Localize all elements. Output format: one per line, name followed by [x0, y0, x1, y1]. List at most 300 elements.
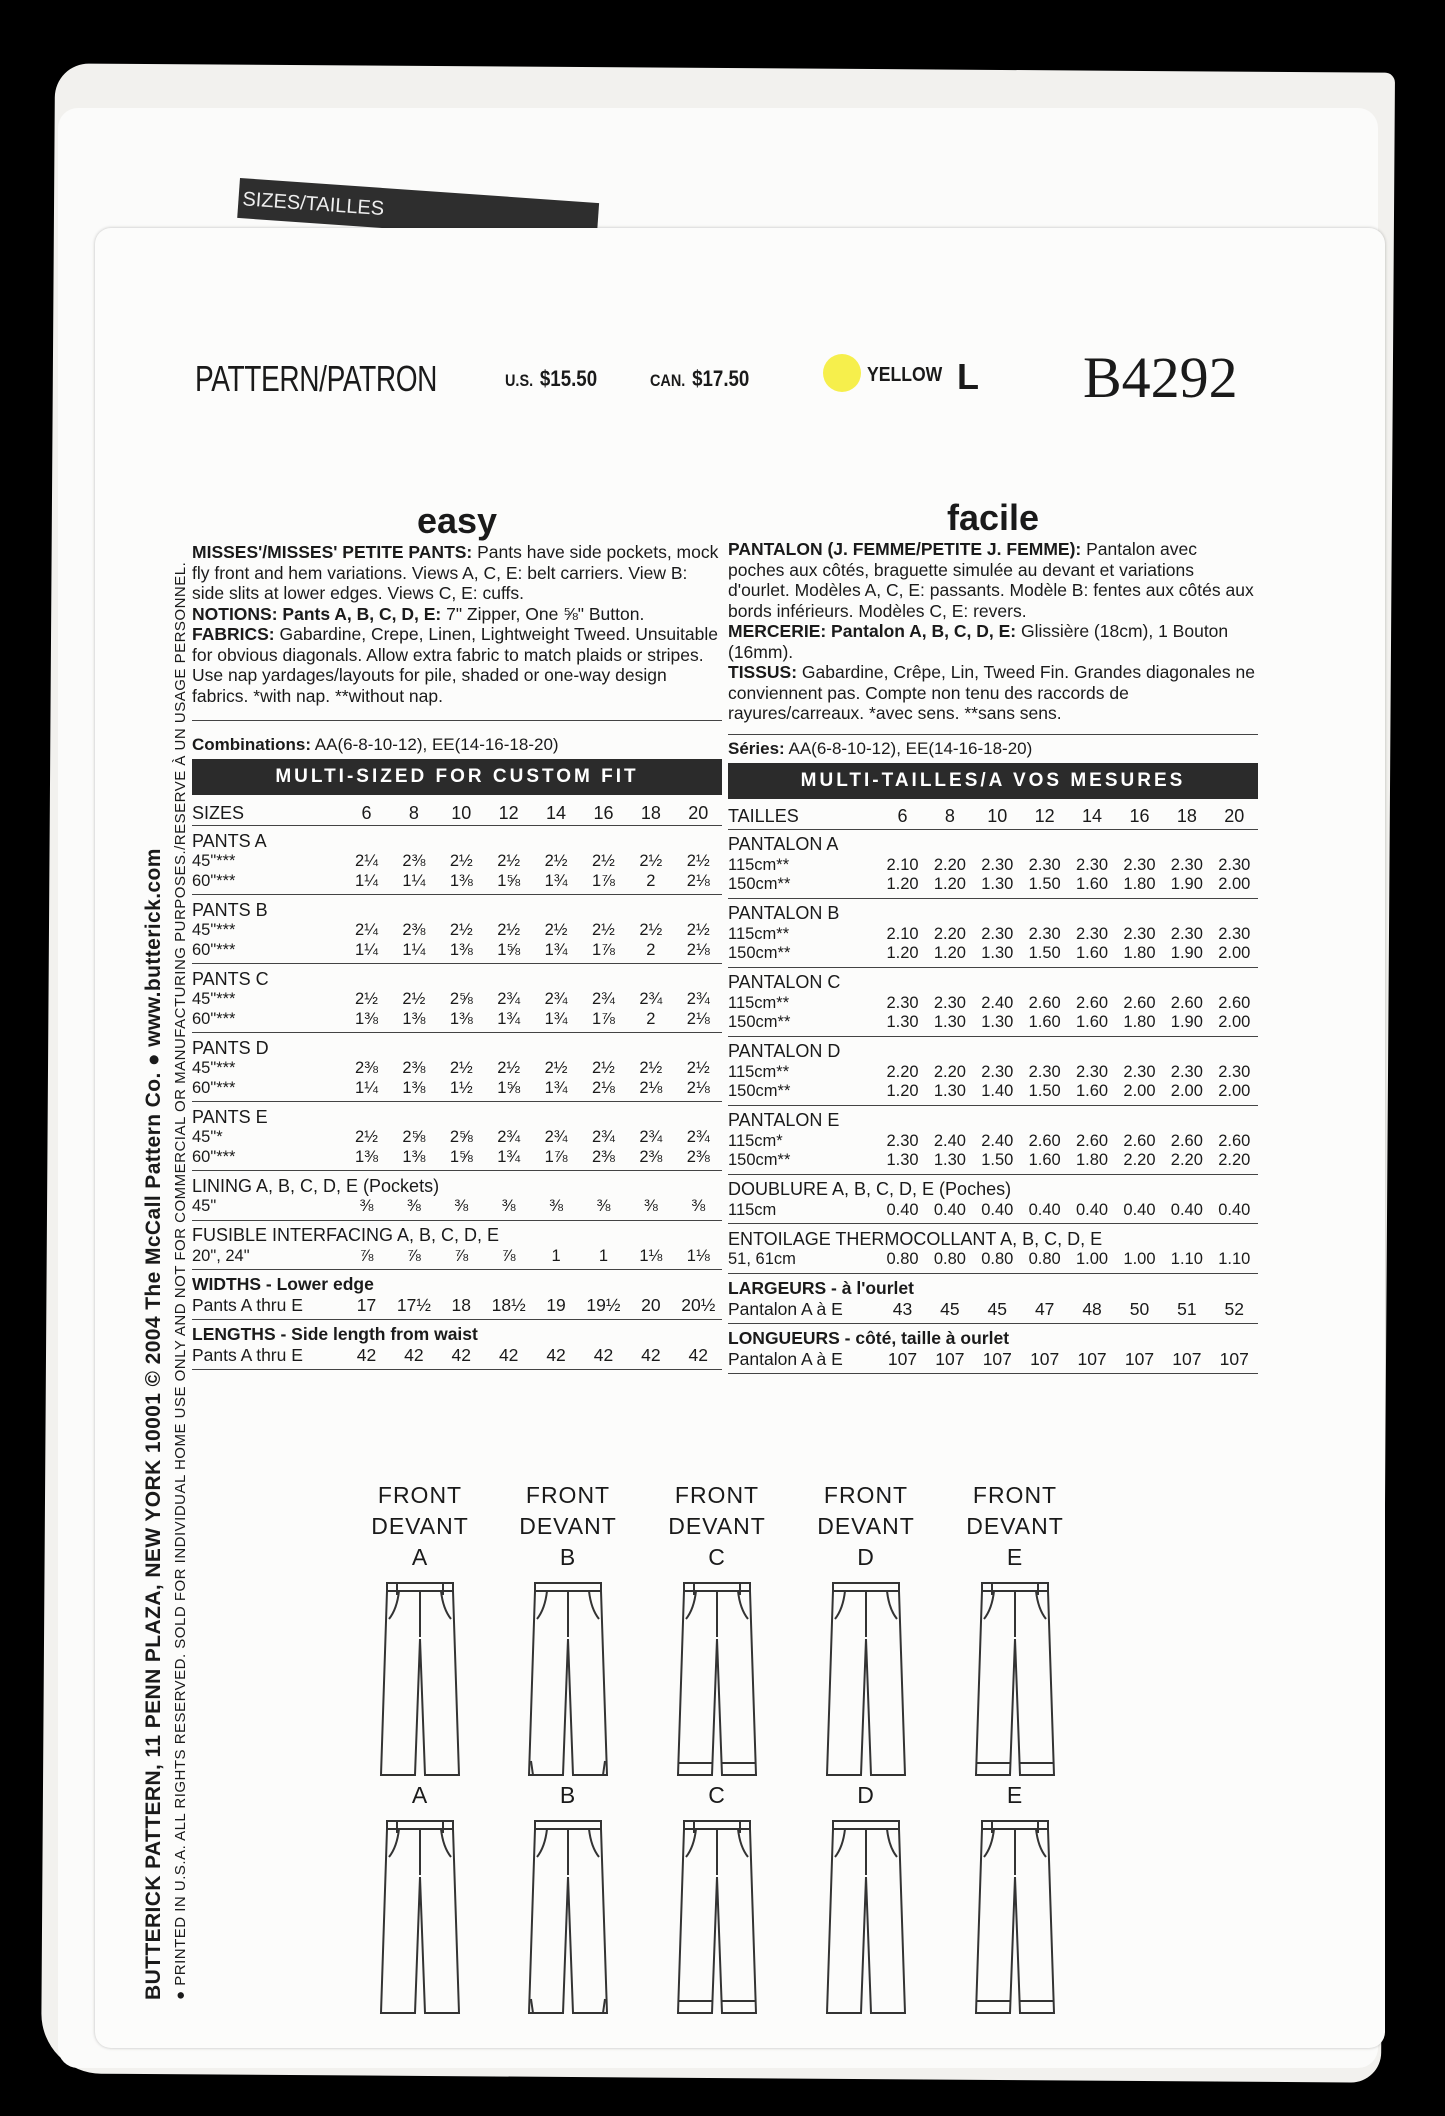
table-row [728, 1151, 1258, 1174]
width-label: 115cm** [728, 924, 790, 943]
us-label: U.S. [505, 371, 534, 390]
combinations [728, 739, 1258, 759]
yardage-value: 2.60 [1076, 993, 1109, 1012]
yardage-value: 1⅝ [485, 941, 532, 964]
yardage-value: 1⅝ [485, 1079, 532, 1102]
width-label: 60"*** [192, 1010, 343, 1033]
view-letter: A [411, 1782, 429, 1808]
size-column-header: 8 [390, 795, 437, 826]
yardage-value: 1.20 [879, 875, 926, 898]
publisher-address: BUTTERICK PATTERN, 11 PENN PLAZA, NEW YORK 10001 © 2004 The McCall Pattern Co. ● www.butterick.com [142, 848, 165, 2000]
size-column-header: 20 [1211, 799, 1258, 830]
devant-label: DEVANT [668, 1513, 766, 1539]
table-row [728, 1132, 1258, 1152]
size-column-header: 18 [627, 795, 674, 826]
yardage-value: 2½ [497, 921, 521, 940]
yardage-value: 0.40 [1116, 1201, 1163, 1224]
yardage-value: 2⅜ [355, 1059, 378, 1078]
section-title-row [192, 964, 722, 991]
yardage-value: 2.00 [1211, 944, 1258, 967]
yardage-value: 2.20 [1163, 1151, 1210, 1174]
yardage-value: 2½ [355, 1128, 378, 1147]
yardage-value: 2.30 [1123, 1062, 1156, 1081]
table-row [728, 1201, 1258, 1224]
notions-title: NOTIONS: Pants A, B, C, D, E: [192, 603, 442, 624]
view-letter: C [708, 1544, 726, 1570]
yardage-value: 1 [532, 1247, 579, 1270]
measure-title-row [192, 1320, 722, 1346]
section-title: PANTALON A [728, 834, 839, 854]
view-letter: A [411, 1544, 429, 1570]
yardage-value: 1¾ [532, 1010, 579, 1033]
yardage-value: 2⅛ [675, 872, 722, 895]
measure-value: 18 [438, 1295, 485, 1320]
yardage-value: 2.10 [886, 855, 919, 874]
yardage-value: 2 [627, 1010, 674, 1033]
yardage-value: 2⅜ [580, 1148, 627, 1171]
section-title: FUSIBLE INTERFACING A, B, C, D, E [192, 1225, 500, 1245]
section-title: PANTS B [192, 899, 268, 920]
size-header-row [192, 795, 722, 826]
yardage-value: 2½ [686, 1059, 710, 1078]
yardage-value: 2⅜ [627, 1148, 674, 1171]
width-label: 60"*** [192, 1148, 343, 1171]
garment-title: PANTALON (J. FEMME/PETITE J. FEMME): [728, 539, 1082, 559]
yardage-value: 2⅛ [675, 941, 722, 964]
yardage-value: ⅜ [485, 1197, 532, 1220]
section-title-row [728, 1036, 1258, 1063]
yardage-value: 1.30 [879, 1151, 926, 1174]
combinations-value: AA(6-8-10-12), EE(14-16-18-20) [784, 738, 1033, 758]
yardage-value: 1⅞ [580, 1010, 627, 1033]
english-heading: easy [416, 500, 498, 541]
yardage-value: 2¾ [591, 990, 615, 1009]
section-title: PANTS E [192, 1106, 268, 1127]
yardage-value: 2½ [591, 852, 615, 871]
width-label: 51, 61cm [728, 1250, 879, 1273]
measure-value: 52 [1211, 1299, 1258, 1324]
section-title-row [192, 1102, 722, 1129]
yardage-value: 1¾ [532, 872, 579, 895]
yardage-value: 2.30 [981, 924, 1014, 943]
yardage-value: 1.20 [879, 944, 926, 967]
table-row [728, 925, 1258, 945]
front-view-e [965, 1480, 1065, 1779]
yardage-value: 1.30 [926, 1151, 973, 1174]
width-label: 115cm** [728, 855, 790, 874]
yardage-value: 2⅜ [402, 1059, 426, 1078]
table-row [192, 1128, 722, 1148]
yardage-value: 2.60 [1170, 993, 1203, 1012]
yardage-value: 1.60 [1068, 1082, 1115, 1105]
measure-value: 107 [926, 1349, 973, 1374]
yardage-value: 1⅜ [343, 1148, 390, 1171]
section-title: PANTS D [192, 1037, 269, 1058]
table-row [192, 990, 722, 1010]
measure-row [192, 1345, 722, 1370]
yardage-value: 2.30 [886, 1131, 919, 1150]
yardage-value: 2½ [591, 921, 615, 940]
yardage-value: 1⅛ [627, 1247, 674, 1270]
section-title: DOUBLURE A, B, C, D, E (Poches) [728, 1179, 1012, 1199]
size-header-row [728, 799, 1258, 830]
front-label: FRONT [377, 1482, 463, 1508]
width-label: 60"*** [192, 1079, 343, 1102]
us-price-value: $15.50 [539, 366, 598, 391]
yardage-value: 2.20 [933, 924, 966, 943]
front-view-b [518, 1480, 618, 1779]
yardage-value: 1.60 [1068, 1013, 1115, 1036]
yardage-value: ⅜ [627, 1197, 674, 1220]
width-label: 115cm** [728, 1062, 790, 1081]
measure-value: 42 [580, 1345, 627, 1370]
yardage-value: 2¾ [544, 990, 568, 1009]
section-title-row [728, 1224, 1258, 1251]
yardage-value: 2.00 [1211, 875, 1258, 898]
yardage-value: 2.00 [1116, 1082, 1163, 1105]
table-row [728, 944, 1258, 967]
size-column-header: 8 [926, 799, 973, 830]
yardage-value: 2¾ [497, 1128, 521, 1147]
yardage-value: 2.60 [1170, 1131, 1203, 1150]
notions-text: 7" Zipper, One ⅝" Button. [441, 603, 645, 624]
yardage-value: 1.60 [1068, 944, 1115, 967]
yardage-value: 2.30 [1076, 1062, 1109, 1081]
yardage-value: 2.30 [933, 993, 966, 1012]
section-title: LINING A, B, C, D, E (Pockets) [192, 1175, 440, 1196]
yardage-value: 1¾ [532, 1079, 579, 1102]
width-label: 115cm [728, 1201, 879, 1224]
measure-value: 42 [438, 1345, 485, 1370]
size-column-header: 16 [1116, 799, 1163, 830]
size-column-header: 16 [580, 795, 627, 826]
yardage-value: 2.30 [1218, 855, 1251, 874]
view-letter: E [1006, 1782, 1024, 1808]
measure-value: 107 [974, 1349, 1021, 1374]
yardage-value: 2.00 [1211, 1082, 1258, 1105]
measure-value: 107 [1211, 1349, 1258, 1374]
yardage-value: ⅜ [675, 1197, 722, 1220]
envelope-header [195, 345, 1265, 410]
notions-text: Glissière (18cm), 1 Bouton (16mm). [728, 621, 1229, 662]
yardage-table [192, 795, 722, 1370]
measure-value: 19½ [580, 1295, 627, 1320]
devant-label: DEVANT [519, 1513, 617, 1539]
yardage-value: 2⅝ [449, 1128, 473, 1147]
yardage-value: 2.30 [886, 993, 919, 1012]
yardage-value: 2.30 [1123, 855, 1156, 874]
yardage-value: 2.40 [933, 1131, 966, 1150]
front-label: FRONT [674, 1482, 760, 1508]
yardage-value: ⅞ [438, 1247, 485, 1270]
can-price-value: $17.50 [692, 366, 750, 391]
english-column [192, 500, 722, 1370]
yardage-value: 1.90 [1163, 875, 1210, 898]
yardage-value: 2.30 [1123, 924, 1156, 943]
width-label: 20", 24" [192, 1247, 343, 1270]
width-label: 115cm** [728, 993, 790, 1012]
measure-value: 42 [390, 1345, 437, 1370]
combinations [192, 735, 722, 755]
section-title: PANTALON B [728, 903, 840, 923]
table-row [192, 921, 722, 941]
yardage-value: 1⅝ [485, 872, 532, 895]
yardage-value: 1.50 [1021, 944, 1068, 967]
sizes-tab-label: SIZES/TAILLES [241, 188, 385, 221]
size-column-header: 6 [343, 795, 390, 826]
yardage-value: 2½ [449, 921, 473, 940]
combinations-value: AA(6-8-10-12), EE(14-16-18-20) [311, 735, 559, 754]
yardage-value: 1¾ [485, 1010, 532, 1033]
pants-drawing-icon [970, 1817, 1060, 2017]
measure-title: LARGEURS - à l'ourlet [728, 1277, 914, 1298]
yardage-value: 1½ [438, 1079, 485, 1102]
yardage-value: ⅞ [343, 1247, 390, 1270]
measure-value: 42 [675, 1345, 722, 1370]
yardage-value: 2¾ [544, 1128, 568, 1147]
yardage-value: 1⅜ [438, 941, 485, 964]
yardage-value: 2.30 [1218, 924, 1251, 943]
width-label: 150cm** [728, 1013, 879, 1036]
yardage-value: 2½ [544, 852, 568, 871]
yardage-value: 2.30 [1170, 1062, 1203, 1081]
section-title-row [728, 1174, 1258, 1201]
yardage-value: 0.40 [879, 1201, 926, 1224]
table-row [728, 856, 1258, 876]
section-title-row [192, 826, 722, 853]
size-column-header: 18 [1163, 799, 1210, 830]
measure-value: 48 [1068, 1299, 1115, 1324]
yardage-value: 1.80 [1116, 1013, 1163, 1036]
measure-label: Pantalon A à E [728, 1349, 879, 1374]
yardage-value: 1.30 [974, 1013, 1021, 1036]
garment-text: Pantalon avec poches aux côtés, braguette simulée au devant et variations d'ourlet. Modèles A, C, E: passants. Modèle B: fentes aux côtés aux bords inférieurs. Modèles C, E: revers. [728, 539, 1254, 621]
measure-value: 20½ [675, 1295, 722, 1320]
yardage-value: 2⅝ [449, 990, 473, 1009]
width-label: 45" [192, 1197, 343, 1220]
yardage-value: 2.30 [1028, 855, 1061, 874]
fabrics-text: Gabardine, Crepe, Linen, Lightweight Tweed. Unsuitable for obvious diagonals. Allow extra fabric to match plaids or stripes. Use nap yardages/layouts for pile, shaded or one-way design fabrics. *with nap. **without nap. [192, 624, 718, 706]
pants-line-drawings [370, 1480, 1130, 2020]
measure-value: 107 [1021, 1349, 1068, 1374]
yardage-value: 1⅜ [438, 1010, 485, 1033]
section-title-row [728, 1105, 1258, 1132]
yardage-value: 0.80 [926, 1250, 973, 1273]
yardage-value: 2.60 [1218, 1131, 1251, 1150]
price-code-letter: L [957, 356, 979, 397]
measure-row [728, 1299, 1258, 1324]
size-column-header: 14 [532, 795, 579, 826]
yardage-value: 0.80 [1021, 1250, 1068, 1273]
combinations-label: Combinations: [192, 735, 311, 754]
yardage-value: 2½ [449, 1059, 473, 1078]
garment-text: Pants have side pockets, mock fly front and hem variations. Views A, C, E: belt carriers. View B: side slits at lower edges. Views C, E: cuffs. [192, 542, 719, 603]
yardage-value: 2.30 [1076, 924, 1109, 943]
fabrics-title: TISSUS: [728, 662, 798, 682]
width-label: 45"* [192, 1128, 223, 1147]
table-row [192, 1059, 722, 1079]
yardage-value: 1.90 [1163, 1013, 1210, 1036]
pants-drawing-icon [375, 1817, 465, 2017]
usage-notice: ● PRINTED IN U.S.A. ALL RIGHTS RESERVED. SOLD FOR INDIVIDUAL HOME USE ONLY AND NOT FOR COMMERCIAL OR MANUFACTURING PURPOSES./RESERVE À UN USAGE PERSONNEL. [172, 561, 189, 2000]
view-letter: B [559, 1782, 577, 1808]
section-title: PANTALON C [728, 972, 841, 992]
can-label: CAN. [650, 371, 686, 390]
size-column-header: 6 [879, 799, 926, 830]
measure-value: 42 [343, 1345, 390, 1370]
yardage-value: 2.30 [1170, 924, 1203, 943]
yardage-value: 2⅛ [580, 1079, 627, 1102]
yardage-value: 2.60 [1123, 993, 1156, 1012]
size-column-header: 10 [974, 799, 1021, 830]
measure-row [728, 1349, 1258, 1374]
english-description [192, 542, 722, 706]
measure-value: 18½ [485, 1295, 532, 1320]
measure-value: 17 [343, 1295, 390, 1320]
measure-value: 19 [532, 1295, 579, 1320]
yardage-value: 2.10 [886, 924, 919, 943]
size-column-header: 12 [485, 795, 532, 826]
measure-title-row [728, 1323, 1258, 1349]
width-label: 45"*** [192, 852, 236, 871]
yardage-value: 1.20 [879, 1082, 926, 1105]
back-view-e [965, 1780, 1065, 2017]
garment-title: MISSES'/MISSES' PETITE PANTS: [192, 542, 473, 562]
yardage-value: 0.40 [974, 1201, 1021, 1224]
back-view-a [370, 1780, 470, 2017]
notions-title: MERCERIE: Pantalon A, B, C, D, E: [728, 621, 1017, 641]
devant-label: DEVANT [371, 1513, 469, 1539]
yardage-value: 2⅜ [402, 921, 426, 940]
multi-size-banner: MULTI-SIZED FOR CUSTOM FIT [192, 759, 722, 795]
yardage-value: 2¾ [497, 990, 521, 1009]
section-title: PANTALON E [728, 1110, 840, 1130]
yardage-value: 1⅝ [438, 1148, 485, 1171]
table-row [728, 1013, 1258, 1036]
yardage-value: 1 [580, 1247, 627, 1270]
front-view-d [816, 1480, 916, 1779]
width-label: 150cm** [728, 944, 879, 967]
yardage-value: 1⅛ [675, 1247, 722, 1270]
yardage-value: 2.30 [1028, 1062, 1061, 1081]
width-label: 150cm** [728, 1082, 879, 1105]
section-title: ENTOILAGE THERMOCOLLANT A, B, C, D, E [728, 1228, 1103, 1249]
yardage-value: 1⅞ [580, 941, 627, 964]
french-column [728, 497, 1258, 1374]
yardage-value: 2½ [544, 1059, 568, 1078]
back-view-d [816, 1780, 916, 2017]
width-label: 45"*** [192, 1059, 236, 1078]
table-row [192, 872, 722, 895]
width-label: 60"*** [192, 872, 343, 895]
devant-label: DEVANT [966, 1513, 1064, 1539]
section-title: PANTS C [192, 968, 269, 989]
yardage-value: ⅜ [390, 1197, 437, 1220]
table-row [728, 1250, 1258, 1273]
yardage-value: 2½ [497, 1059, 521, 1078]
yardage-value: 2.30 [981, 855, 1014, 874]
measure-label: Pants A thru E [192, 1295, 343, 1320]
yardage-value: 0.80 [974, 1250, 1021, 1273]
front-label: FRONT [525, 1482, 611, 1508]
fabrics-title: FABRICS: [192, 624, 275, 644]
yardage-value: 1.30 [974, 944, 1021, 967]
yardage-value: 2½ [639, 1059, 663, 1078]
yardage-value: 1.80 [1116, 875, 1163, 898]
table-row [192, 1197, 722, 1220]
french-heading: facile [946, 497, 1040, 538]
table-row [192, 852, 722, 872]
yardage-value: 2.30 [1076, 855, 1109, 874]
yardage-value: 1.20 [926, 944, 973, 967]
yardage-value: 2.60 [1123, 1131, 1156, 1150]
yardage-value: 2½ [591, 1059, 615, 1078]
yardage-value: 2.60 [1028, 1131, 1061, 1150]
price-code-dot [823, 354, 861, 392]
fabrics-text: Gabardine, Crêpe, Lin, Tweed Fin. Grandes diagonales ne conviennent pas. Compte non tenu des raccords de rayures/carreaux. *avec sens. **sans sens. [728, 662, 1255, 723]
measure-label: Pants A thru E [192, 1345, 343, 1370]
yardage-value: 2½ [544, 921, 568, 940]
yardage-value: 2.40 [981, 1131, 1014, 1150]
measure-value: 47 [1021, 1299, 1068, 1324]
yardage-value: 1⅜ [390, 1010, 437, 1033]
pants-drawing-icon [672, 1817, 762, 2017]
yardage-value: 2½ [449, 852, 473, 871]
table-row [728, 875, 1258, 898]
section-title-row [728, 829, 1258, 856]
table-row [728, 1082, 1258, 1105]
yardage-value: 2½ [355, 990, 378, 1009]
yardage-value: 2¼ [355, 852, 378, 871]
yardage-value: 1.10 [1163, 1250, 1210, 1273]
table-row [728, 1063, 1258, 1083]
section-title-row [192, 1220, 722, 1247]
table-row [192, 1010, 722, 1033]
pants-drawing-icon [523, 1579, 613, 1779]
yardage-value: 2.30 [1028, 924, 1061, 943]
yardage-value: 1⅜ [343, 1010, 390, 1033]
yardage-value: 1.80 [1068, 1151, 1115, 1174]
yardage-value: 1.60 [1068, 875, 1115, 898]
size-column-header: 14 [1068, 799, 1115, 830]
yardage-value: 1⅞ [532, 1148, 579, 1171]
table-row [192, 1079, 722, 1102]
yardage-value: 2½ [686, 921, 710, 940]
measure-title: LENGTHS - Side length from waist [192, 1324, 478, 1344]
yardage-value: 1¾ [485, 1148, 532, 1171]
can-price [650, 366, 749, 392]
section-title-row [728, 898, 1258, 925]
measure-value: 20 [627, 1295, 674, 1320]
french-description [728, 539, 1258, 724]
yardage-value: 1.00 [1116, 1250, 1163, 1273]
table-row [192, 1148, 722, 1171]
section-title-row [728, 967, 1258, 994]
width-label: 45"*** [192, 921, 236, 940]
width-label: 115cm* [728, 1131, 783, 1150]
multi-size-banner: MULTI-TAILLES/A VOS MESURES [728, 763, 1258, 799]
yardage-value: 2.60 [1076, 1131, 1109, 1150]
yardage-value: 2 [627, 941, 674, 964]
yardage-value: 1⅜ [390, 1079, 437, 1102]
yardage-value: 1.20 [926, 875, 973, 898]
front-view-c [667, 1480, 767, 1779]
yardage-value: 1.10 [1211, 1250, 1258, 1273]
yardage-value: 0.80 [879, 1250, 926, 1273]
measure-value: 43 [879, 1299, 926, 1324]
yardage-value: 2.30 [1170, 855, 1203, 874]
yardage-value: 2¾ [639, 990, 663, 1009]
